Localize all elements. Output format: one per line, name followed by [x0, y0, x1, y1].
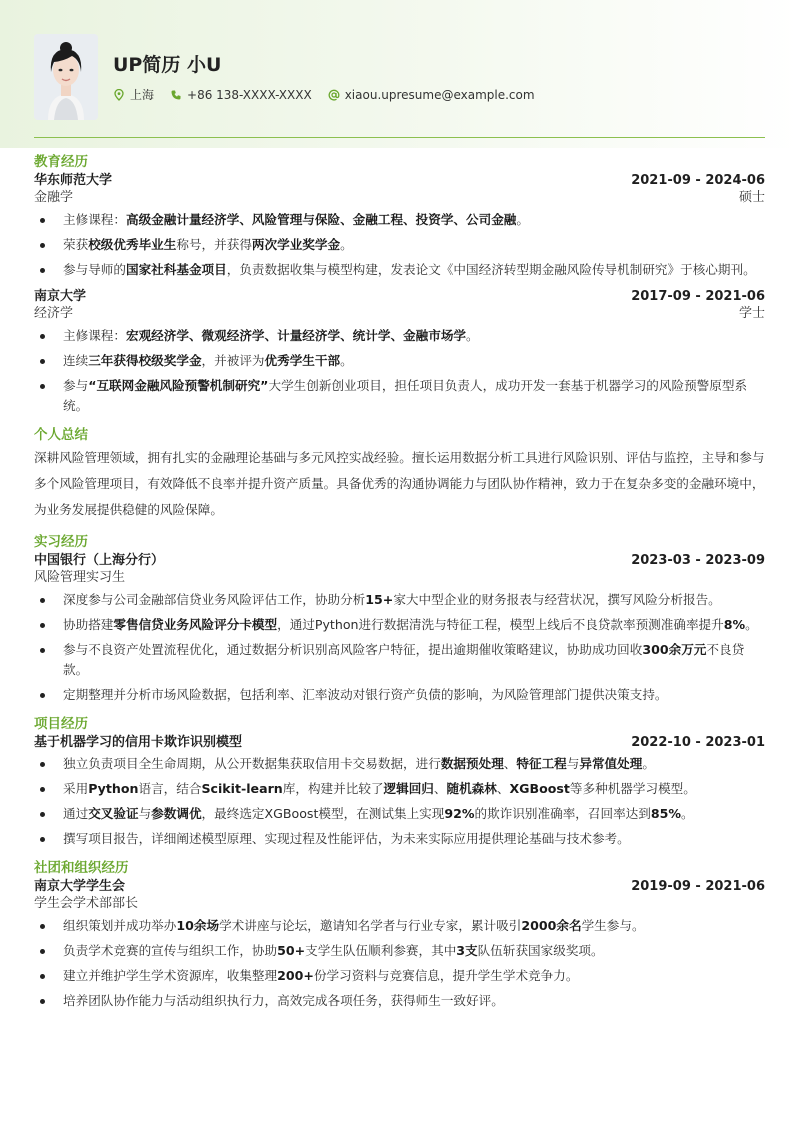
bullet-text: 学术讲座与论坛，邀请知名学者与行业专家，累计吸引	[219, 918, 522, 933]
bullet-dot	[40, 837, 45, 842]
entry-header	[34, 734, 765, 751]
bullet-text: 主修课程：	[63, 212, 126, 227]
entry-header	[34, 288, 765, 305]
bullet-item	[34, 590, 765, 610]
section-title: 教育经历	[34, 154, 88, 170]
resume-body	[34, 152, 765, 1020]
bullet-text: 采用	[63, 781, 89, 796]
location-text: 上海	[130, 88, 155, 102]
section-internship	[34, 532, 765, 705]
bullet-text: 、	[503, 756, 517, 771]
bullet-text: ，通过Python进行数据清洗与特征工程，模型上线后不良贷款率预测准确率提升	[277, 617, 724, 632]
bullet-dot	[40, 623, 45, 628]
bullet-text: 通过	[63, 806, 89, 821]
bullet-text: 撰写项目报告，详细阐述模型原理、实现过程及性能评估，为未来实际应用提供理论基础与技术参考。	[63, 831, 630, 846]
bullet-item	[34, 829, 765, 849]
bullet-text: 。	[466, 328, 479, 343]
bullet-text: 。	[681, 806, 694, 821]
bullet-item	[34, 376, 765, 416]
bullet-text: 。	[516, 212, 529, 227]
entry-date: 2021-09 - 2024-06	[631, 173, 765, 188]
entry-degree: 硕士	[738, 190, 765, 205]
bullet-item	[34, 685, 765, 705]
entry-date: 2023-03 - 2023-09	[631, 553, 765, 568]
bullet-text: 参与导师的	[63, 262, 126, 277]
bullet-bold-text: 两次学业奖学金	[251, 237, 341, 252]
section-title: 社团和组织经历	[34, 860, 129, 876]
bullet-dot	[40, 999, 45, 1004]
entry-role: 经济学	[34, 306, 74, 321]
bullet-text: ，最终选定XGBoost模型，在测试集上实现	[201, 806, 445, 821]
bullet-bold-text: 92%	[444, 806, 475, 821]
bullet-text: 的欺诈识别准确率，召回率达到	[474, 806, 651, 821]
bullet-bold-text: 随机森林	[446, 781, 497, 796]
bullet-dot	[40, 693, 45, 698]
bullet-text: ，并被评为	[201, 353, 265, 368]
bullet-dot	[40, 787, 45, 792]
bullet-text: 负责学术竞赛的宣传与组织工作，协助	[63, 943, 278, 958]
entry-date: 2017-09 - 2021-06	[631, 289, 765, 304]
bullet-item	[34, 260, 765, 280]
section-summary	[34, 425, 765, 523]
bullet-text: 支学生队伍顺利参赛，其中	[305, 943, 457, 958]
bullet-text: 库，构建并比较了	[282, 781, 384, 796]
header-divider	[34, 137, 765, 138]
contact-email	[328, 88, 535, 102]
bullet-bold-text: 85%	[650, 806, 681, 821]
bullet-bold-text: 10余场	[176, 918, 220, 933]
entry-subheader	[34, 305, 765, 323]
bullet-dot	[40, 218, 45, 223]
section-title: 项目经历	[34, 716, 88, 732]
bullet-bold-text: 国家社科基金项目	[125, 262, 227, 277]
entry-date: 2022-10 - 2023-01	[631, 735, 765, 750]
bullet-text: 独立负责项目全生命周期，从公开数据集获取信用卡交易数据，进行	[63, 756, 441, 771]
bullet-bold-text: 校级优秀毕业生	[88, 237, 177, 252]
bullet-bold-text: 三年获得校级奖学金	[88, 353, 202, 368]
resume-entry	[34, 288, 765, 416]
bullet-text: 、	[496, 781, 510, 796]
bullet-item	[34, 916, 765, 936]
bullet-text: 、	[433, 781, 447, 796]
bullet-item	[34, 640, 765, 680]
bullet-text: 队伍斩获国家级奖项。	[477, 943, 604, 958]
bullet-list	[34, 590, 765, 705]
resume-header	[0, 0, 799, 148]
resume-entry	[34, 552, 765, 705]
entry-header	[34, 552, 765, 569]
contact-info	[113, 86, 551, 103]
bullet-text: 与	[566, 756, 580, 771]
bullet-text: 大学生创新创业项目，担任项目负责人，成功开发一套基于机器学习的风险预警原型系统。	[63, 378, 748, 413]
bullet-text: 主修课程：	[63, 328, 126, 343]
bullet-bold-text: Scikit-learn	[201, 781, 283, 796]
entry-date: 2019-09 - 2021-06	[631, 879, 765, 894]
bullet-text: 与	[138, 806, 152, 821]
profile-photo	[34, 34, 98, 120]
entry-subheader	[34, 189, 765, 207]
bullet-text: ，负责数据收集与模型构建，发表论文《中国经济转型期金融风险传导机制研究》于核心期刊。	[226, 262, 756, 277]
resume-entry	[34, 878, 765, 1011]
bullet-bold-text: 逻辑回归	[383, 781, 434, 796]
entry-header	[34, 172, 765, 189]
bullet-item	[34, 754, 765, 774]
entry-subheader	[34, 569, 765, 587]
phone-icon	[170, 89, 182, 101]
bullet-text: 参与不良资产处置流程优化，通过数据分析识别高风险客户特征，提出逾期催收策略建议，协助成功回收	[63, 642, 643, 657]
bullet-bold-text: 2000余名	[521, 918, 582, 933]
bullet-dot	[40, 243, 45, 248]
bullet-text: 参与	[63, 378, 89, 393]
bullet-dot	[40, 648, 45, 653]
bullet-text: 。	[745, 617, 758, 632]
resume-entry	[34, 734, 765, 849]
bullet-list	[34, 326, 765, 416]
bullet-dot	[40, 974, 45, 979]
bullet-dot	[40, 924, 45, 929]
bullet-text: 培养团队协作能力与活动组织执行力，高效完成各项任务，获得师生一致好评。	[63, 993, 504, 1008]
entry-header	[34, 878, 765, 895]
bullet-bold-text: 200+	[277, 968, 314, 983]
bullet-text: 建立并维护学生学术资源库，收集整理	[63, 968, 278, 983]
email-text[interactable]: xiaou.upresume@example.com	[344, 87, 535, 102]
bullet-text: 等多种机器学习模型。	[569, 781, 696, 796]
bullet-dot	[40, 598, 45, 603]
bullet-text: 。	[340, 237, 353, 252]
bullet-dot	[40, 384, 45, 389]
bullet-text: 学生参与。	[581, 918, 645, 933]
bullet-text: 称号，并获得	[176, 237, 252, 252]
section-project	[34, 714, 765, 849]
bullet-text: 家大中型企业的财务报表与经营状况，撰写风险分析报告。	[393, 592, 721, 607]
bullet-item	[34, 235, 765, 255]
bullet-text: 协助搭建	[63, 617, 114, 632]
bullet-text: 份学习资料与竞赛信息，提升学生学术竞争力。	[313, 968, 579, 983]
phone-text: +86 138-XXXX-XXXX	[187, 87, 312, 102]
contact-phone	[170, 88, 312, 102]
entry-organization: 华东师范大学	[34, 173, 113, 188]
bullet-bold-text: 参数调优	[151, 806, 202, 821]
bullet-dot	[40, 268, 45, 273]
bullet-item	[34, 326, 765, 346]
summary-text: 深耕风险管理领域，拥有扎实的金融理论基础与多元风控实战经验。擅长运用数据分析工具进行风险识别、评估与监控，主导和参与多个风险管理项目，有效降低不良率并提升资产质量。具备优秀的沟通协调能力与团队协作精神，致力于在复杂多变的金融环境中，为业务发展提供稳健的风险保障。	[34, 450, 765, 517]
bullet-item	[34, 615, 765, 635]
bullet-bold-text: 3支	[456, 943, 478, 958]
bullet-item	[34, 804, 765, 824]
section-campus	[34, 858, 765, 1011]
entry-organization: 中国银行（上海分行）	[34, 553, 165, 568]
bullet-item	[34, 941, 765, 961]
bullet-bold-text: 数据预处理	[440, 756, 504, 771]
at-sign-icon	[328, 89, 340, 101]
bullet-bold-text: 异常值处理	[579, 756, 643, 771]
bullet-dot	[40, 359, 45, 364]
bullet-dot	[40, 762, 45, 767]
bullet-bold-text: 特征工程	[516, 756, 567, 771]
bullet-item	[34, 966, 765, 986]
entry-role: 学生会学术部部长	[34, 896, 139, 911]
bullet-bold-text: 300余万元	[642, 642, 707, 657]
bullet-item	[34, 351, 765, 371]
bullet-text: 。	[340, 353, 353, 368]
bullet-item	[34, 210, 765, 230]
bullet-text: 组织策划并成功举办	[63, 918, 177, 933]
bullet-dot	[40, 334, 45, 339]
bullet-bold-text: 8%	[723, 617, 746, 632]
bullet-text: 定期整理并分析市场风险数据，包括利率、汇率波动对银行资产负债的影响，为风险管理部门提供决策支持。	[63, 687, 668, 702]
bullet-bold-text: Python	[88, 781, 139, 796]
entry-degree: 学士	[738, 306, 765, 321]
bullet-list	[34, 754, 765, 849]
section-title: 实习经历	[34, 534, 88, 550]
bullet-text: 深度参与公司金融部信贷业务风险评估工作，协助分析	[63, 592, 366, 607]
section-title: 个人总结	[34, 427, 88, 443]
bullet-text: 。	[642, 756, 655, 771]
entry-organization: 南京大学	[34, 289, 87, 304]
location-pin-icon	[113, 89, 125, 101]
bullet-dot	[40, 812, 45, 817]
entry-subheader	[34, 895, 765, 913]
bullet-bold-text: 零售信贷业务风险评分卡模型	[113, 617, 278, 632]
bullet-list	[34, 210, 765, 280]
bullet-item	[34, 991, 765, 1011]
bullet-text: 不良贷款。	[63, 642, 745, 677]
bullet-dot	[40, 949, 45, 954]
bullet-text: 荣获	[63, 237, 89, 252]
bullet-bold-text: “互联网金融风险预警机制研究”	[88, 378, 269, 393]
candidate-name: UP简历 小U	[113, 54, 222, 76]
bullet-list	[34, 916, 765, 1011]
bullet-bold-text: 高级金融计量经济学、风险管理与保险、金融工程、投资学、公司金融	[125, 212, 517, 227]
bullet-bold-text: 50+	[277, 943, 306, 958]
bullet-bold-text: 优秀学生干部	[264, 353, 341, 368]
bullet-bold-text: XGBoost	[509, 781, 570, 796]
bullet-item	[34, 779, 765, 799]
resume-entry	[34, 172, 765, 280]
bullet-bold-text: 15+	[365, 592, 394, 607]
contact-location	[113, 86, 154, 103]
bullet-bold-text: 宏观经济学、微观经济学、计量经济学、统计学、金融市场学	[125, 328, 466, 343]
bullet-bold-text: 交叉验证	[88, 806, 139, 821]
entry-organization: 南京大学学生会	[34, 879, 126, 894]
entry-role: 金融学	[34, 190, 74, 205]
bullet-text: 连续	[63, 353, 89, 368]
bullet-text: 语言，结合	[138, 781, 202, 796]
entry-role: 风险管理实习生	[34, 570, 126, 585]
entry-organization: 基于机器学习的信用卡欺诈识别模型	[34, 735, 243, 750]
section-education	[34, 152, 765, 416]
